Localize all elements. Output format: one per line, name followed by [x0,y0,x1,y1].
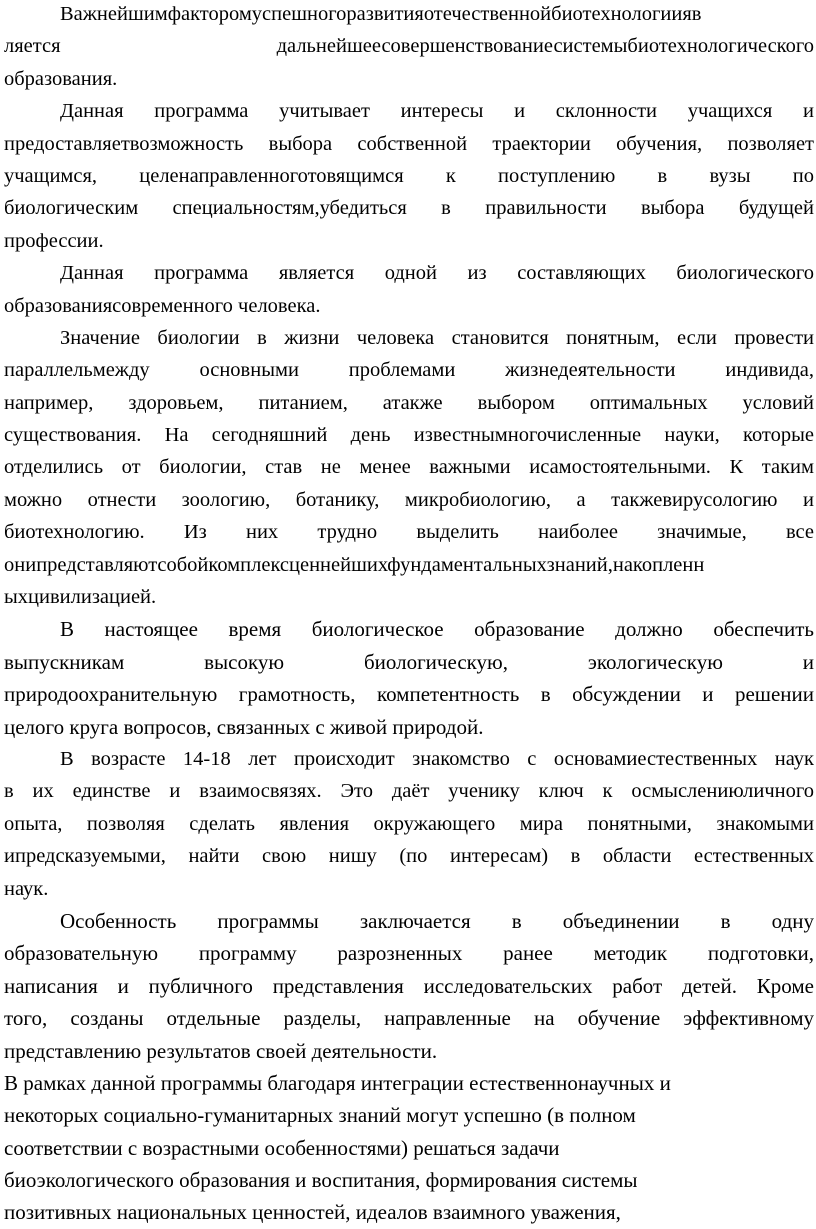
text-line: В рамках данной программы благодаря интеграции естественнонаучных и [4,1070,671,1095]
text-line: целого круга вопросов, связанных с живой природой. [4,714,484,739]
text-line: позитивных национальных ценностей, идеалов взаимного уважения, [4,1200,621,1225]
text-line: В возрасте 14-18 лет происходит знакомство с основамиестественных наук [60,747,814,770]
text-line: биотехнологию. Из них трудно выделить наиболее значимые, все [4,521,814,544]
text-line: учащимся, целенаправленноготовящимся к поступлению в вузы по [4,164,814,187]
text-line: В настоящее время биологическое образование должно обеспечить [60,617,814,642]
paragraph-7 [4,905,814,1067]
text-line: существования. На сегодняшний день известнымногочисленные науки, которые [4,424,814,447]
text-line: параллельмежду основными проблемами жизнедеятельности индивида, [4,359,814,382]
paragraph-5 [4,613,814,743]
text-line: профессии. [4,229,104,252]
text-line: образованиясовременного человека. [4,294,321,317]
text-line: биоэкологического образования и воспитания, формирования системы [4,1168,638,1193]
paragraph-2 [4,95,814,257]
text-line: ыхцивилизацией. [4,586,157,609]
text-line: Важнейшимфакторомуспешногоразвитияотечественнойбиотехнологиияв [60,3,702,25]
text-line: того, созданы отдельные разделы, направленные на обучение эффективному [4,1006,814,1031]
text-line: биологическим специальностям,убедиться в правильности выбора будущей [4,197,814,220]
text-line: можно отнести зоологию, ботанику, микробиологию, а такжевирусологию и [4,488,814,511]
text-line: предоставляетвозможность выбора собственной траектории обучения, позволяет [4,132,814,155]
paragraph-8 [4,1067,814,1229]
text-line: ляется дальнейшеесовершенствованиесистемыбиотехнологического [4,35,814,58]
text-line: Данная программа учитывает интересы и склонности учащихся и [60,100,814,123]
paragraph-4 [4,322,814,614]
text-line: например, здоровьем, питанием, атакже выбором оптимальных условий [4,391,814,414]
text-line: выпускникам высокую биологическую, экологическую и [4,649,814,674]
text-line: Данная программа является одной из составляющих биологического [60,262,814,285]
text-line: природоохранительную грамотность, компетентность в обсуждении и решении [4,682,814,707]
text-line: в их единстве и взаимосвязях. Это даёт ученику ключ к осмыслениюличного [4,780,814,803]
paragraph-1 [4,0,814,95]
text-line: представлению результатов своей деятельности. [4,1038,438,1063]
text-line: онипредставляютсобойкомплексценнейшихфундаментальныхзнаний,накопленн [4,553,705,576]
text-line: Особенность программы заключается в объединении в одну [60,908,814,933]
text-line: написания и публичного представления исследовательских работ детей. Кроме [4,973,814,998]
text-line: некоторых социально-гуманитарных знаний могут успешно (в полном [4,1103,636,1128]
text-line: соответствии с возрастными особенностями) решаться задачи [4,1135,560,1160]
text-line: Значение биологии в жизни человека становится понятным, если провести [60,326,814,349]
text-line: наук. [4,877,49,900]
text-line: ипредсказуемыми, найти свою нишу (по интересам) в области естественных [4,845,814,868]
text-line: образования. [4,67,118,90]
text-line: отделились от биологии, став не менее важными исамостоятельными. К таким [4,456,814,479]
text-line: опыта, позволяя сделать явления окружающего мира понятными, знакомыми [4,812,814,835]
paragraph-6 [4,743,814,905]
text-line: образовательную программу разрозненных ранее методик подготовки, [4,941,814,966]
paragraph-3 [4,257,814,322]
